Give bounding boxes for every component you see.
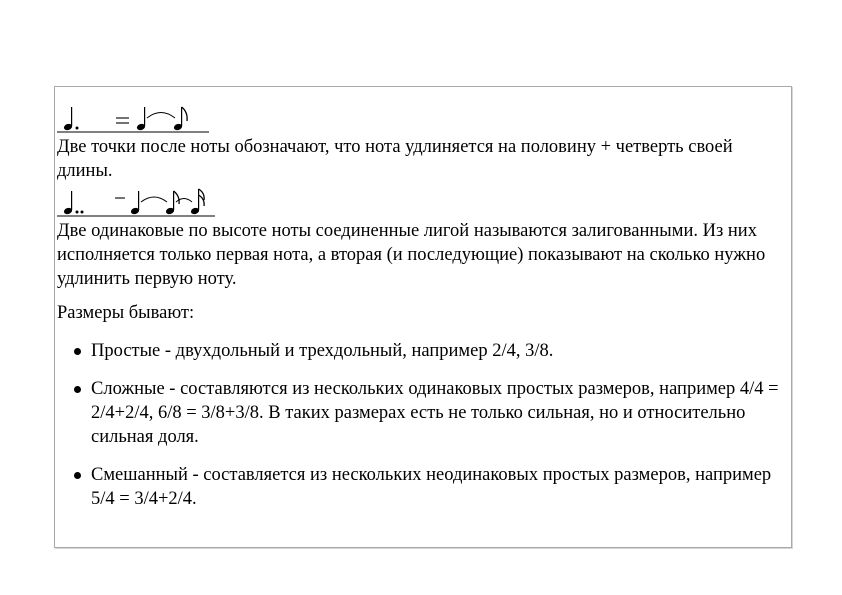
list-item: [57, 339, 789, 363]
list-item-text: Простые - двухдольный и трехдольный, например 2/4, 3/8.: [91, 341, 554, 361]
sizes-heading: Размеры бывают:: [57, 303, 195, 323]
tied-notes-paragraph: Две одинаковые по высоте ноты соединенные лигой называются залигованными. Из них исполняется только первая нота, а вторая (и последующие) показывают на сколько нужно удлинить первую ноту.: [57, 221, 766, 289]
list-item-text: Смешанный - составляется из нескольких неодинаковых простых размеров, например 5/4 = 3/4+2/4.: [91, 465, 772, 509]
document-content: [57, 87, 789, 525]
bullet-icon: [74, 386, 81, 393]
double-dotted-note-equation-icon: [57, 185, 789, 219]
bullet-icon: [74, 348, 81, 355]
dotted-note-equation-icon: [57, 99, 789, 135]
document-frame: [54, 86, 792, 548]
list-item: [57, 377, 789, 449]
bullet-icon: [74, 472, 81, 479]
list-item: [57, 463, 789, 511]
list-item-text: Сложные - составляются из нескольких одинаковых простых размеров, например 4/4 = 2/4+2/4, 6/8 = 3/8+3/8. В таких размерах есть не только сильная, но и относительно сильная доля.: [91, 379, 779, 447]
sizes-list: [57, 339, 789, 511]
double-dot-paragraph: Две точки после ноты обозначают, что нота удлиняется на половину + четверть своей длины.: [57, 137, 733, 181]
